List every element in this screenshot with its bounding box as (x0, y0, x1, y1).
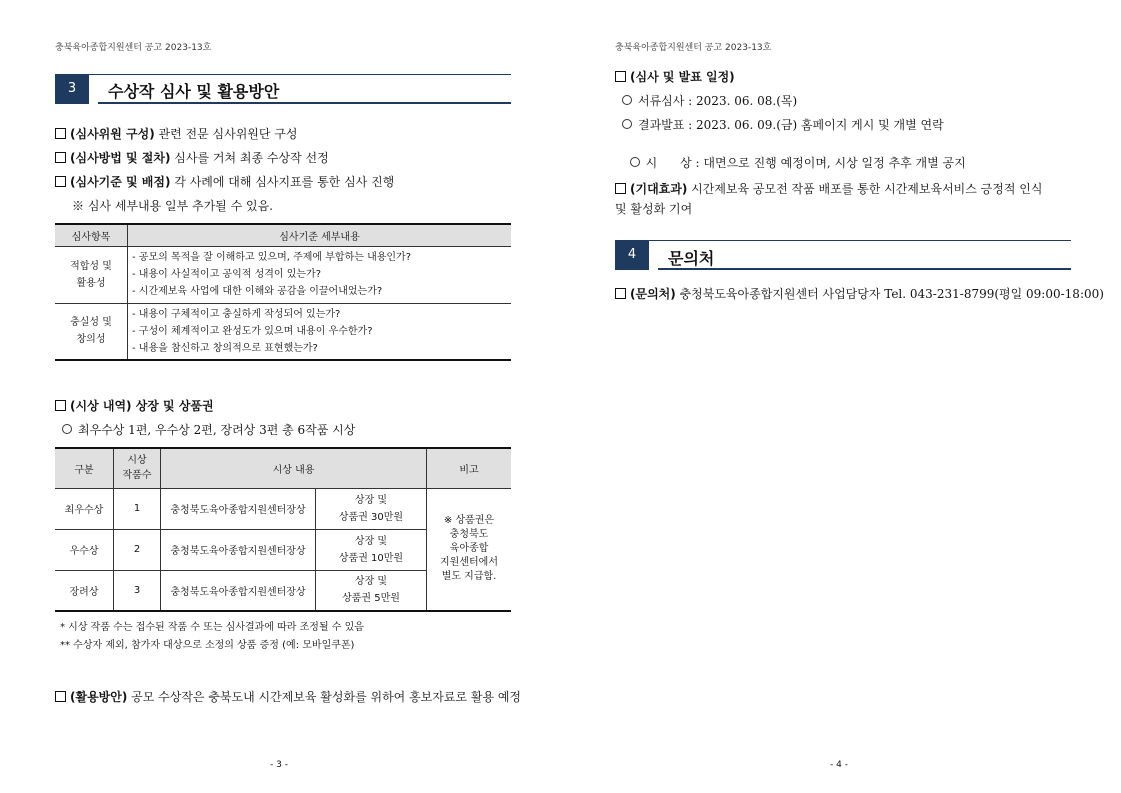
schedule-item-text: 서류심사 : 2023. 06. 08.(목) (638, 94, 798, 108)
criteria-header-category: 심사항목 (55, 224, 128, 246)
section-bottom-rule (98, 102, 511, 104)
remark-line: ※ 상품권은 (443, 515, 495, 527)
schedule-item-text: 시 상 : 대면으로 진행 예정이며, 시상 일정 추후 개별 공지 (645, 156, 966, 170)
remark-line: 충청북도 (449, 529, 489, 541)
prize-award: 충청북도육아종합지원센터장상 (161, 570, 316, 611)
prize-detail-line: 상장 및 (354, 535, 388, 547)
usage-text: 공모 수상작은 충북도내 시간제보육 활성화를 위하여 홍보자료로 활용 예정 (127, 690, 522, 704)
prize-count: 2 (114, 529, 161, 570)
prize-count: 1 (114, 488, 161, 529)
contact-line (615, 285, 1104, 302)
category-line: 활용성 (76, 277, 106, 289)
prize-detail (316, 529, 427, 570)
section-number-4: 4 (615, 240, 649, 270)
prize-count: 3 (114, 570, 161, 611)
criteria-text: 각 사례에 대해 심사지표를 통한 심사 진행 (170, 175, 395, 189)
committee-line (55, 125, 297, 142)
circle-bullet-icon (630, 157, 640, 167)
prize-type: 최우수상 (55, 488, 114, 529)
usage-line (55, 688, 521, 705)
category-line: 적합성 및 (70, 260, 112, 272)
circle-bullet-icon (62, 424, 72, 434)
schedule-item (622, 116, 944, 133)
prize-detail-line: 상장 및 (354, 576, 388, 588)
effect-label: (기대효과) (630, 182, 688, 196)
checkbox-icon (615, 183, 626, 194)
criteria-category (55, 246, 128, 303)
schedule-item (622, 140, 966, 171)
criteria-line (55, 173, 394, 190)
awards-line (55, 397, 214, 414)
checkbox-icon (55, 128, 66, 139)
method-line (55, 149, 329, 166)
awards-summary-line (62, 421, 355, 438)
criteria-item: - 내용이 구체적이고 충실하게 작성되어 있는가? (132, 308, 341, 320)
prize-detail (316, 488, 427, 529)
footnote-2: ** 수상자 제외, 참가자 대상으로 소정의 상품 증정 (예: 모바일쿠폰) (60, 640, 355, 651)
criteria-item: - 내용이 사실적이고 공익적 성격이 있는가? (132, 269, 322, 280)
header-line: 시상 (127, 455, 147, 467)
contact-label: (문의처) (630, 287, 676, 301)
criteria-category (55, 303, 128, 360)
circle-bullet-icon (622, 95, 632, 105)
page-number-right: - 4 - (830, 760, 848, 770)
page-header-left: 충북육아종합지원센터 공고 2023-13호 (55, 43, 212, 53)
prize-header-remarks: 비고 (427, 448, 512, 488)
prize-detail-line: 상품권 30만원 (338, 511, 404, 523)
checkbox-icon (615, 71, 626, 82)
awards-label: (시상 내역) 상장 및 상품권 (70, 399, 214, 413)
remark-line: 육아종합 (449, 543, 489, 555)
remark-line: 별도 지급함. (441, 571, 497, 583)
checkbox-icon (615, 288, 626, 299)
schedule-line (615, 68, 735, 85)
awards-summary: 최우수상 1편, 우수상 2편, 장려상 3편 총 6작품 시상 (78, 423, 356, 437)
committee-label: (심사위원 구성) (70, 127, 155, 141)
section-top-rule (55, 74, 511, 75)
schedule-label: (심사 및 발표 일정) (630, 70, 735, 84)
criteria-table (55, 223, 511, 361)
criteria-note: ※ 심사 세부내용 일부 추가될 수 있음. (72, 199, 273, 213)
method-text: 심사를 거쳐 최종 수상작 선정 (170, 151, 329, 165)
prize-detail-line: 상품권 10만원 (338, 552, 404, 564)
prize-row (55, 488, 511, 529)
prize-detail-line: 상장 및 (354, 494, 388, 506)
criteria-item: - 구성이 체계적이고 완성도가 있으며 내용이 우수한가? (132, 325, 373, 337)
prize-header-content: 시상 내용 (161, 448, 427, 488)
category-line: 창의성 (76, 334, 106, 346)
criteria-items (128, 246, 512, 303)
footnote-1: * 시상 작품 수는 접수된 작품 수 또는 심사결과에 따라 조정될 수 있음 (60, 622, 364, 633)
checkbox-icon (55, 400, 66, 411)
prize-remarks (427, 488, 512, 611)
criteria-item: - 내용을 참신하고 창의적으로 표현했는가? (132, 342, 318, 354)
schedule-item-text: 결과발표 : 2023. 06. 09.(금) 홈페이지 게시 및 개별 연락 (638, 118, 944, 132)
criteria-item: - 시간제보육 사업에 대한 이해와 공감을 이끌어내었는가? (132, 286, 383, 297)
section-title-3: 수상작 심사 및 활용방안 (108, 82, 280, 101)
effect-text-2: 및 활성화 기여 (615, 202, 693, 216)
prize-award: 충청북도육아종합지원센터장상 (161, 529, 316, 570)
criteria-items (128, 303, 512, 360)
criteria-header-detail: 심사기준 세부내용 (128, 224, 512, 246)
section-number-3: 3 (55, 74, 89, 104)
section-bottom-rule (658, 268, 1071, 270)
page-number-left: - 3 - (270, 760, 288, 770)
committee-text: 관련 전문 심사위원단 구성 (154, 127, 298, 141)
method-label: (심사방법 및 절차) (70, 151, 171, 165)
remark-line: 지원센터에서 (440, 557, 498, 569)
prize-detail (316, 570, 427, 611)
prize-award: 충청북도육아종합지원센터장상 (161, 488, 316, 529)
prize-table (55, 447, 511, 612)
prize-header-count (114, 448, 161, 488)
contact-text: 충청북도육아종합지원센터 사업담당자 Tel. 043-231-8799(평일 09:00-18:00) (675, 287, 1104, 301)
prize-type: 장려상 (55, 570, 114, 611)
header-line: 작품수 (122, 470, 152, 482)
prize-detail-line: 상품권 5만원 (342, 593, 400, 605)
prize-type: 우수상 (55, 529, 114, 570)
criteria-row (55, 303, 511, 360)
page-header-right: 충북육아종합지원센터 공고 2023-13호 (615, 43, 772, 53)
usage-label: (활용방안) (70, 690, 128, 704)
effect-text: 시간제보육 공모전 작품 배포를 통한 시간제보육서비스 긍정적 인식 (687, 182, 1043, 196)
checkbox-icon (55, 152, 66, 163)
criteria-item: - 공모의 목적을 잘 이해하고 있으며, 주제에 부합하는 내용인가? (132, 252, 412, 263)
effect-line (615, 180, 1042, 197)
prize-header-type: 구분 (55, 448, 114, 488)
section-title-4: 문의처 (668, 249, 715, 268)
circle-bullet-icon (622, 119, 632, 129)
criteria-row (55, 246, 511, 303)
schedule-item (622, 92, 797, 109)
category-line: 충실성 및 (70, 317, 112, 329)
criteria-label: (심사기준 및 배점) (70, 175, 171, 189)
section-top-rule (615, 240, 1071, 241)
checkbox-icon (55, 176, 66, 187)
checkbox-icon (55, 691, 66, 702)
